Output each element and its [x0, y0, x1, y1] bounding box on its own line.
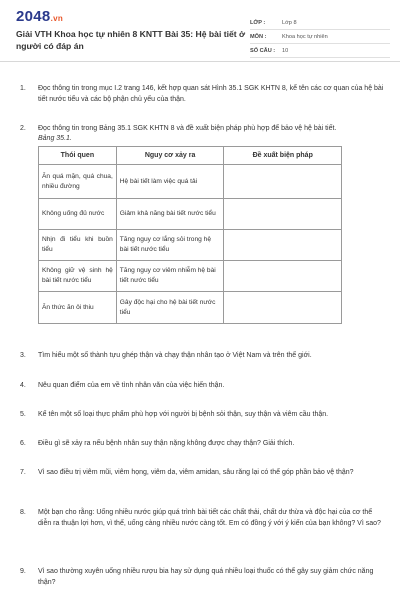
question-text: Điều gì sẽ xảy ra nếu bệnh nhân suy thận nặng không được chạy thận? Giải thích.: [38, 440, 295, 447]
question-text: Đọc thông tin trong mục I.2 trang 146, kết hợp quan sát Hình 35.1 SGK KHTN 8, kể tên các cơ quan của hệ bài tiết nước tiểu và các bộ phận chủ yếu của thận.: [38, 85, 384, 103]
table-row: [39, 230, 342, 261]
table-cell-solution[interactable]: [224, 230, 342, 261]
question-number: 2.: [20, 125, 26, 132]
question-6: [20, 438, 385, 449]
table-row: [39, 261, 342, 292]
question-number: 6.: [20, 440, 26, 447]
question-text: Vì sao điều trị viêm mũi, viêm họng, viêm da, viêm amidan, sâu răng lại có thể góp phần bảo vệ thận?: [38, 469, 354, 476]
question-text: Một bạn cho rằng: Uống nhiều nước giúp quá trình bài tiết các chất thải, chất dư thừa và độc hại của cơ thể diễn ra thuận lợi hơn, vì thế, uống càng nhiều nước càng tốt. Em có đồng ý với ý kiến của bạn không? Vì sao?: [38, 509, 381, 527]
meta-row-mon: [250, 30, 390, 44]
table-cell-habit: Ăn quá mặn, quá chua, nhiều đường: [39, 165, 117, 199]
table-header-cell: Thói quen: [39, 147, 117, 165]
question-text: Đọc thông tin trong Bảng 35.1 SGK KHTN 8 và đề xuất biện pháp phù hợp để bảo vệ hệ bài tiết.: [38, 125, 337, 132]
table-header-cell: Đề xuất biện pháp: [224, 147, 342, 165]
table-cell-risk: Hệ bài tiết làm việc quá tải: [116, 165, 224, 199]
document-title: Giải VTH Khoa học tự nhiên 8 KNTT Bài 35: Hệ bài tiết ở người có đáp án: [16, 29, 246, 51]
table-cell-risk: Gây độc hại cho hệ bài tiết nước tiểu: [116, 292, 224, 324]
meta-mon-label: MÔN :: [250, 33, 267, 40]
logo-suffix: .vn: [50, 14, 64, 23]
table-cell-habit: Không giữ vệ sinh hệ bài tiết nước tiểu: [39, 261, 117, 292]
question-8: [20, 507, 385, 529]
table-cell-risk: Giảm khả năng bài tiết nước tiểu: [116, 199, 224, 230]
question-7: [20, 467, 385, 478]
table-cell-risk: Tăng nguy cơ lắng sỏi trong hệ bài tiết nước tiểu: [116, 230, 224, 261]
question-9: [20, 566, 385, 588]
table-row: [39, 292, 342, 324]
question-number: 1.: [20, 85, 26, 92]
question-2: [20, 123, 385, 134]
question-5: [20, 409, 385, 420]
question-text: Nêu quan điểm của em về tình nhân văn của việc hiến thận.: [38, 382, 225, 389]
habit-table: [38, 146, 342, 324]
table-cell-solution[interactable]: [224, 199, 342, 230]
question-number: 5.: [20, 411, 26, 418]
table-cell-solution[interactable]: [224, 165, 342, 199]
meta-mon-value: Khoa học tự nhiên: [282, 33, 328, 40]
table-row: [39, 165, 342, 199]
logo-main: 2048: [16, 8, 51, 25]
page-header: [0, 0, 400, 62]
question-3: [20, 350, 385, 361]
table-cell-solution[interactable]: [224, 261, 342, 292]
meta-socau-label: SỐ CÂU :: [250, 47, 276, 54]
table-cell-habit: Ăn thức ăn ôi thiu: [39, 292, 117, 324]
table-row: [39, 199, 342, 230]
table-cell-solution[interactable]: [224, 292, 342, 324]
table-caption: Bảng 35.1.: [38, 135, 72, 142]
question-text: Vì sao thường xuyên uống nhiều rượu bia hay sử dụng quá nhiều loại thuốc có thể gây suy giảm chức năng thận?: [38, 568, 374, 586]
question-number: 4.: [20, 382, 26, 389]
table-header-cell: Nguy cơ xảy ra: [116, 147, 224, 165]
meta-row-socau: [250, 44, 390, 58]
question-number: 3.: [20, 352, 26, 359]
meta-socau-value: 10: [282, 47, 289, 54]
table-cell-habit: Nhịn đi tiểu khi buồn tiểu: [39, 230, 117, 261]
question-4: [20, 380, 385, 391]
meta-row-lop: [250, 16, 390, 30]
question-text: Tìm hiểu một số thành tựu ghép thận và chạy thận nhân tạo ở Việt Nam và trên thế giới.: [38, 352, 312, 359]
question-number: 7.: [20, 469, 26, 476]
table-cell-habit: Không uống đủ nước: [39, 199, 117, 230]
table-header-row: [39, 147, 342, 165]
question-number: 8.: [20, 509, 26, 516]
table-cell-risk: Tăng nguy cơ viêm nhiễm hệ bài tiết nước tiểu: [116, 261, 224, 292]
question-1: [20, 83, 385, 105]
site-logo[interactable]: [16, 8, 63, 25]
meta-lop-value: Lớp 8: [282, 19, 297, 26]
question-number: 9.: [20, 568, 26, 575]
meta-lop-label: LỚP :: [250, 19, 266, 26]
question-text: Kể tên một số loại thực phẩm phù hợp với người bị bệnh sỏi thận, suy thận và viêm cầu thận.: [38, 411, 329, 418]
meta-info: [250, 16, 390, 58]
